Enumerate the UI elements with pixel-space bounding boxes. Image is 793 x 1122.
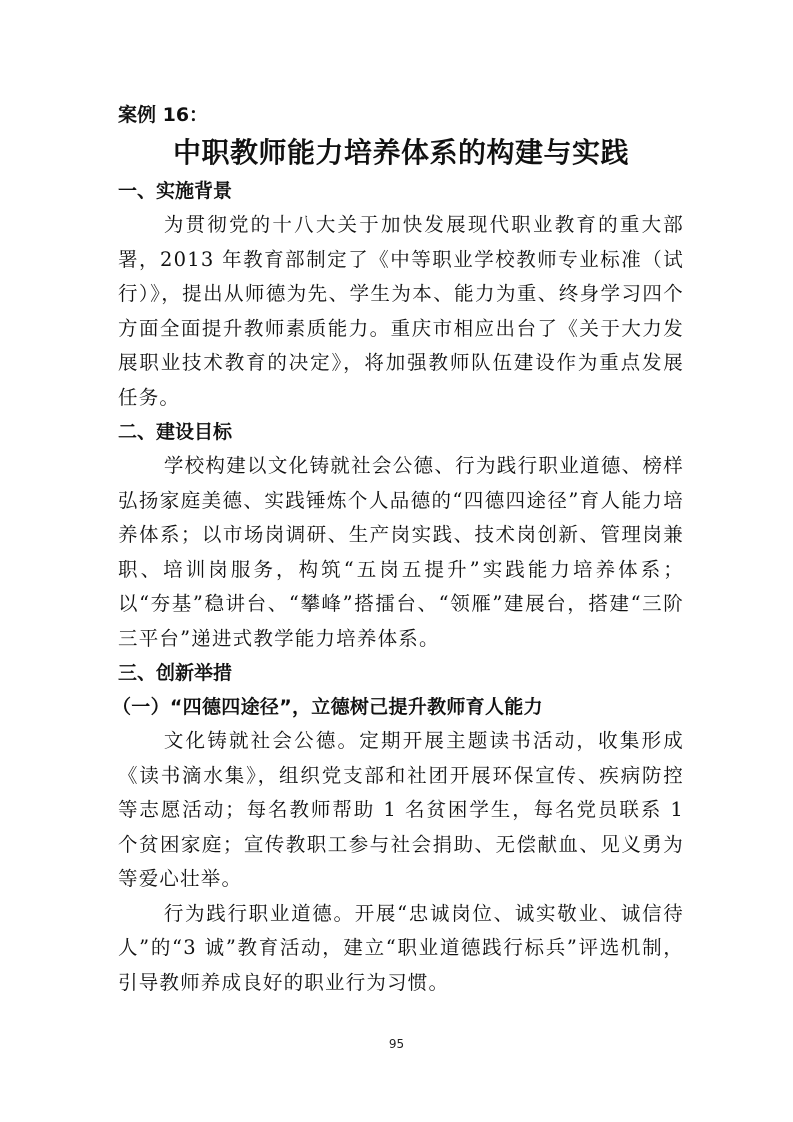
case-label: 案例 16： bbox=[118, 104, 209, 126]
section-heading-goals: 二、建设目标 bbox=[118, 421, 233, 443]
professional-ethics-paragraph: 行为践行职业道德。开展“忠诚岗位、诚实敬业、诚信待人”的“3 诚”教育活动，建立“职业道德践行标兵”评选机制，引导教师养成良好的职业行为习惯。 bbox=[118, 901, 684, 994]
section-heading-measures: 三、创新举措 bbox=[118, 662, 233, 684]
document-title: 中职教师能力培养体系的构建与实践 bbox=[172, 136, 629, 169]
page-content bbox=[112, 98, 684, 1000]
section-heading-background: 一、实施背景 bbox=[118, 180, 233, 202]
subsection-heading-four-virtues: （一）“四德四途径”，立德树己提升教师育人能力 bbox=[112, 696, 543, 718]
background-paragraph: 为贯彻党的十八大关于加快发展现代职业教育的重大部署，2013 年教育部制定了《中等职业学校教师专业标准（试行）》，提出从师德为先、学生为本、能力为重、终身学习四个方面全面提升教师素质能力。重庆市相应出台了《关于大力发展职业技术教育的决定》，将加强教师队伍建设作为重点发展任务。 bbox=[118, 213, 684, 409]
page-number: 95 bbox=[388, 1037, 405, 1051]
goals-paragraph: 学校构建以文化铸就社会公德、行为践行职业道德、榜样弘扬家庭美德、实践锤炼个人品德的“四德四途径”育人能力培养体系；以市场岗调研、生产岗实践、技术岗创新、管理岗兼职、培训岗服务，构筑“五岗五提升”实践能力培养体系；以“夯基”稳讲台、“攀峰”搭擂台、“领雁”建展台，搭建“三阶三平台”递进式教学能力培养体系。 bbox=[118, 454, 684, 650]
social-morality-paragraph: 文化铸就社会公德。定期开展主题读书活动，收集形成《读书滴水集》，组织党支部和社团开展环保宣传、疾病防控等志愿活动；每名教师帮助 1 名贫困学生，每名党员联系 1 个贫困家庭；宣传教职工参与社会捐助、无偿献血、见义勇为等爱心壮举。 bbox=[118, 729, 684, 890]
